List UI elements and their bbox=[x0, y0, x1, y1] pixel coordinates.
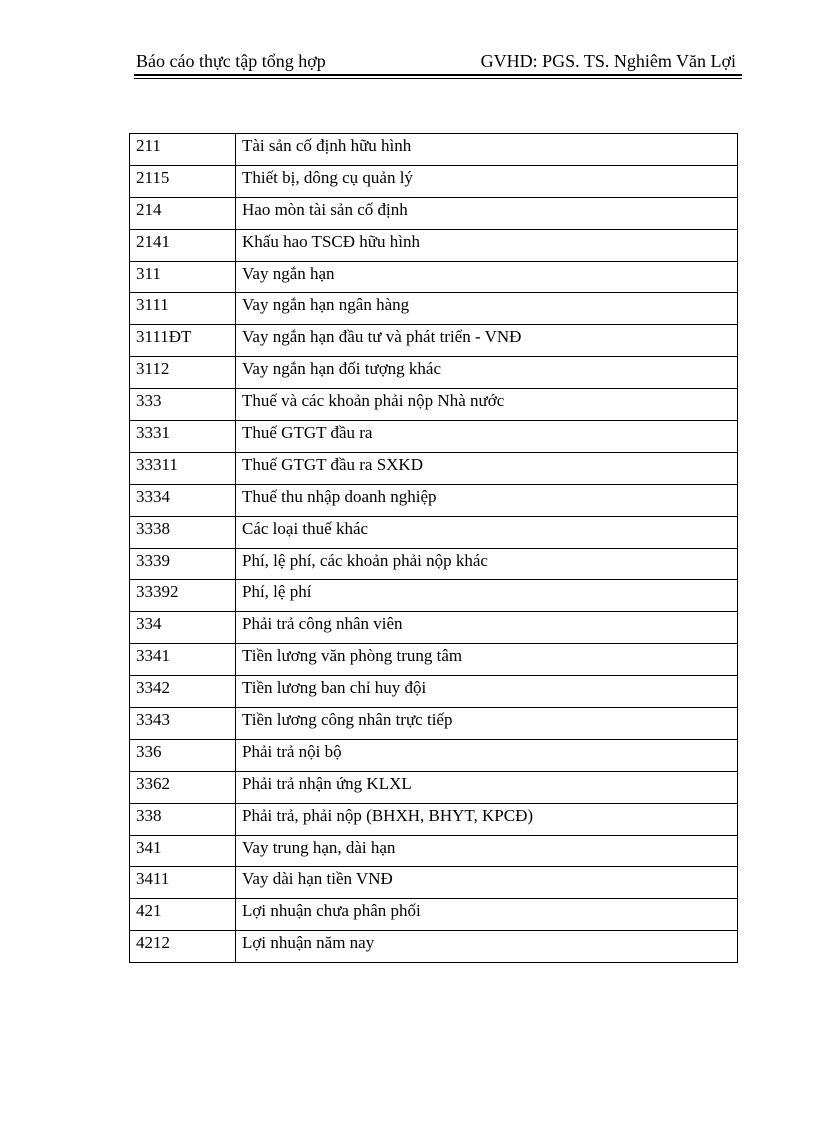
account-code-cell: 3341 bbox=[130, 644, 236, 676]
table-row bbox=[130, 803, 738, 835]
table-row bbox=[130, 644, 738, 676]
account-name-cell: Tiền lương văn phòng trung tâm bbox=[236, 644, 738, 676]
table-row bbox=[130, 708, 738, 740]
table-row bbox=[130, 325, 738, 357]
account-code-cell: 3112 bbox=[130, 357, 236, 389]
account-code-cell: 33311 bbox=[130, 452, 236, 484]
table-row bbox=[130, 612, 738, 644]
account-code-cell: 333 bbox=[130, 389, 236, 421]
table-row bbox=[130, 197, 738, 229]
account-name-cell: Phí, lệ phí, các khoản phải nộp khác bbox=[236, 548, 738, 580]
header-supervisor: GVHD: PGS. TS. Nghiêm Văn Lợi bbox=[480, 51, 736, 71]
table-row bbox=[130, 548, 738, 580]
account-name-cell: Vay dài hạn tiền VNĐ bbox=[236, 867, 738, 899]
account-code-cell: 211 bbox=[130, 134, 236, 166]
table-row bbox=[130, 389, 738, 421]
account-code-cell: 3343 bbox=[130, 708, 236, 740]
account-name-cell: Lợi nhuận năm nay bbox=[236, 931, 738, 963]
table-row bbox=[130, 835, 738, 867]
table-row bbox=[130, 134, 738, 166]
account-code-cell: 311 bbox=[130, 261, 236, 293]
account-name-cell: Vay ngắn hạn đầu tư và phát triển - VNĐ bbox=[236, 325, 738, 357]
account-name-cell: Phải trả nhận ứng KLXL bbox=[236, 771, 738, 803]
account-code-cell: 3334 bbox=[130, 484, 236, 516]
table-row bbox=[130, 676, 738, 708]
table-row bbox=[130, 452, 738, 484]
account-name-cell: Thuế và các khoản phải nộp Nhà nước bbox=[236, 389, 738, 421]
account-code-cell: 3339 bbox=[130, 548, 236, 580]
account-code-cell: 4212 bbox=[130, 931, 236, 963]
account-code-cell: 421 bbox=[130, 899, 236, 931]
table-row bbox=[130, 229, 738, 261]
table-row bbox=[130, 580, 738, 612]
account-code-cell: 2141 bbox=[130, 229, 236, 261]
account-code-cell: 33392 bbox=[130, 580, 236, 612]
table-row bbox=[130, 771, 738, 803]
account-code-cell: 3111 bbox=[130, 293, 236, 325]
account-name-cell: Vay ngắn hạn ngân hàng bbox=[236, 293, 738, 325]
table-row bbox=[130, 899, 738, 931]
account-name-cell: Phải trả công nhân viên bbox=[236, 612, 738, 644]
account-name-cell: Phải trả nội bộ bbox=[236, 739, 738, 771]
header-rule-thin bbox=[134, 78, 742, 79]
account-code-cell: 2115 bbox=[130, 165, 236, 197]
account-name-cell: Hao mòn tài sản cố định bbox=[236, 197, 738, 229]
table-row bbox=[130, 739, 738, 771]
table-row bbox=[130, 931, 738, 963]
account-name-cell: Phí, lệ phí bbox=[236, 580, 738, 612]
account-name-cell: Thuế thu nhập doanh nghiệp bbox=[236, 484, 738, 516]
account-code-cell: 3362 bbox=[130, 771, 236, 803]
header-report-title: Báo cáo thực tập tổng hợp bbox=[136, 51, 326, 71]
account-name-cell: Khấu hao TSCĐ hữu hình bbox=[236, 229, 738, 261]
account-name-cell: Phải trả, phải nộp (BHXH, BHYT, KPCĐ) bbox=[236, 803, 738, 835]
page-header bbox=[136, 49, 740, 73]
account-code-cell: 341 bbox=[130, 835, 236, 867]
account-name-cell: Tài sản cố định hữu hình bbox=[236, 134, 738, 166]
account-code-cell: 214 bbox=[130, 197, 236, 229]
account-code-cell: 334 bbox=[130, 612, 236, 644]
account-name-cell: Vay trung hạn, dài hạn bbox=[236, 835, 738, 867]
account-code-cell: 3111ĐT bbox=[130, 325, 236, 357]
table-row bbox=[130, 516, 738, 548]
account-name-cell: Các loại thuế khác bbox=[236, 516, 738, 548]
account-name-cell: Thiết bị, dông cụ quản lý bbox=[236, 165, 738, 197]
account-code-cell: 336 bbox=[130, 739, 236, 771]
table-row bbox=[130, 357, 738, 389]
account-name-cell: Tiền lương công nhân trực tiếp bbox=[236, 708, 738, 740]
table-row bbox=[130, 421, 738, 453]
table-row bbox=[130, 484, 738, 516]
account-code-cell: 3331 bbox=[130, 421, 236, 453]
account-code-cell: 338 bbox=[130, 803, 236, 835]
accounts-table-body bbox=[130, 134, 738, 963]
account-code-cell: 3342 bbox=[130, 676, 236, 708]
account-name-cell: Lợi nhuận chưa phân phối bbox=[236, 899, 738, 931]
table-row bbox=[130, 293, 738, 325]
account-code-cell: 3338 bbox=[130, 516, 236, 548]
account-name-cell: Vay ngắn hạn bbox=[236, 261, 738, 293]
account-name-cell: Vay ngắn hạn đối tượng khác bbox=[236, 357, 738, 389]
account-code-cell: 3411 bbox=[130, 867, 236, 899]
accounts-table bbox=[129, 133, 738, 963]
account-name-cell: Thuế GTGT đầu ra bbox=[236, 421, 738, 453]
table-row bbox=[130, 867, 738, 899]
account-name-cell: Tiền lương ban chỉ huy đội bbox=[236, 676, 738, 708]
table-row bbox=[130, 261, 738, 293]
table-row bbox=[130, 165, 738, 197]
account-name-cell: Thuế GTGT đầu ra SXKD bbox=[236, 452, 738, 484]
header-rule-thick bbox=[134, 74, 742, 76]
